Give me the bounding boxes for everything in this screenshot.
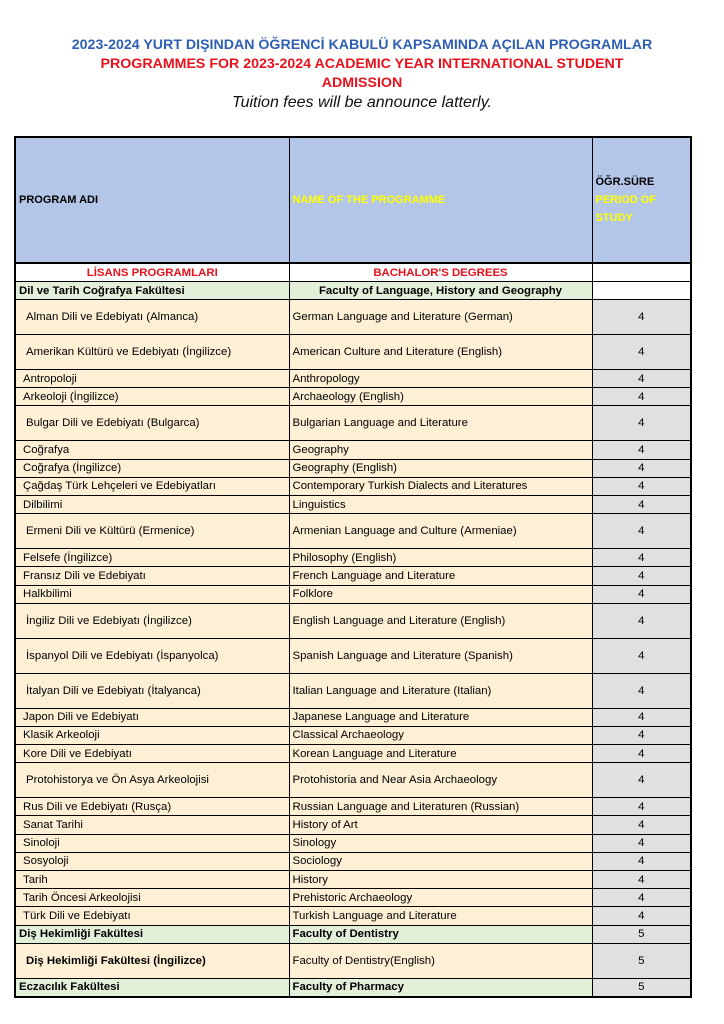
period-of-study: 4: [592, 745, 691, 763]
program-name-en: Linguistics: [289, 495, 592, 513]
program-name-en: German Language and Literature (German): [289, 300, 592, 335]
section-row: [15, 263, 691, 282]
period-of-study: 4: [592, 603, 691, 638]
period-of-study: 4: [592, 834, 691, 852]
period-of-study: 4: [592, 477, 691, 495]
program-name-en: Faculty of Dentistry(English): [289, 943, 592, 978]
program-name-en: Turkish Language and Literature: [289, 907, 592, 925]
program-name-tr: Dil ve Tarih Coğrafya Fakültesi: [15, 282, 289, 300]
program-row: [15, 673, 691, 708]
program-name-tr: Ermeni Dili ve Kültürü (Ermenice): [15, 514, 289, 549]
program-name-tr: Sanat Tarihi: [15, 816, 289, 834]
period-of-study: 4: [592, 441, 691, 459]
period-of-study: 4: [592, 335, 691, 370]
header-period-en: PERIOD OF STUDY: [595, 194, 657, 224]
program-name-en: Japanese Language and Literature: [289, 708, 592, 726]
program-name-tr: Felsefe (İngilizce): [15, 549, 289, 567]
header-period-of-study: [592, 137, 691, 263]
program-name-en: Bulgarian Language and Literature: [289, 406, 592, 441]
section-title-en: BACHALOR'S DEGREES: [289, 263, 592, 282]
program-name-tr: Sinoloji: [15, 834, 289, 852]
faculty-row: [15, 925, 691, 943]
program-name-tr: Amerikan Kültürü ve Edebiyatı (İngilizce): [15, 335, 289, 370]
program-name-tr: Alman Dili ve Edebiyatı (Almanca): [15, 300, 289, 335]
period-of-study: 4: [592, 495, 691, 513]
period-of-study: 4: [592, 907, 691, 925]
program-name-tr: Arkeoloji (İngilizce): [15, 388, 289, 406]
program-name-en: Faculty of Language, History and Geography: [289, 282, 592, 300]
program-name-en: History of Art: [289, 816, 592, 834]
program-name-en: Contemporary Turkish Dialects and Literatures: [289, 477, 592, 495]
program-name-tr: Fransız Dili ve Edebiyatı: [15, 567, 289, 585]
period-of-study: 4: [592, 406, 691, 441]
header-program-adi: PROGRAM ADI: [15, 137, 289, 263]
program-row: [15, 388, 691, 406]
program-row: [15, 943, 691, 978]
program-name-tr: Çağdaş Türk Lehçeleri ve Edebiyatları: [15, 477, 289, 495]
program-name-en: Faculty of Dentistry: [289, 925, 592, 943]
period-of-study: 4: [592, 638, 691, 673]
program-name-tr: Rus Dili ve Edebiyatı (Rusça): [15, 798, 289, 816]
program-name-tr: İtalyan Dili ve Edebiyatı (İtalyanca): [15, 673, 289, 708]
period-of-study: 4: [592, 816, 691, 834]
program-name-en: Prehistoric Archaeology: [289, 889, 592, 907]
period-of-study: 5: [592, 925, 691, 943]
program-name-en: Sociology: [289, 852, 592, 870]
program-name-tr: Coğrafya (İngilizce): [15, 459, 289, 477]
program-row: [15, 603, 691, 638]
period-of-study: 4: [592, 370, 691, 388]
period-of-study: 5: [592, 978, 691, 997]
document-header: [0, 36, 724, 113]
title-english: PROGRAMMES FOR 2023-2024 ACADEMIC YEAR INTERNATIONAL STUDENT ADMISSION: [100, 56, 624, 91]
program-row: [15, 726, 691, 744]
program-row: [15, 335, 691, 370]
program-row: [15, 834, 691, 852]
period-of-study: 4: [592, 567, 691, 585]
period-of-study: 4: [592, 585, 691, 603]
section-empty-cell: [592, 263, 691, 282]
program-name-en: French Language and Literature: [289, 567, 592, 585]
program-name-tr: Coğrafya: [15, 441, 289, 459]
program-name-tr: Bulgar Dili ve Edebiyatı (Bulgarca): [15, 406, 289, 441]
program-name-tr: Diş Hekimliği Fakültesi: [15, 925, 289, 943]
program-row: [15, 567, 691, 585]
program-row: [15, 798, 691, 816]
program-row: [15, 816, 691, 834]
program-name-tr: Diş Hekimliği Fakültesi (İngilizce): [15, 943, 289, 978]
period-of-study: 5: [592, 943, 691, 978]
section-title-tr: LİSANS PROGRAMLARI: [15, 263, 289, 282]
program-name-en: Korean Language and Literature: [289, 745, 592, 763]
program-name-tr: Tarih: [15, 871, 289, 889]
program-name-en: Armenian Language and Culture (Armeniae): [289, 514, 592, 549]
program-name-tr: Türk Dili ve Edebiyatı: [15, 907, 289, 925]
program-name-en: Sinology: [289, 834, 592, 852]
program-row: [15, 852, 691, 870]
period-of-study: 4: [592, 673, 691, 708]
period-of-study: 4: [592, 871, 691, 889]
program-row: [15, 745, 691, 763]
period-of-study: 4: [592, 726, 691, 744]
period-of-study: 4: [592, 549, 691, 567]
program-name-en: Anthropology: [289, 370, 592, 388]
program-name-en: English Language and Literature (English): [289, 603, 592, 638]
program-name-en: Philosophy (English): [289, 549, 592, 567]
program-row: [15, 370, 691, 388]
program-row: [15, 763, 691, 798]
tuition-note: Tuition fees will be announce latterly.: [232, 94, 492, 111]
program-name-tr: Klasik Arkeoloji: [15, 726, 289, 744]
program-row: [15, 300, 691, 335]
program-row: [15, 549, 691, 567]
program-name-tr: Tarih Öncesi Arkeolojisi: [15, 889, 289, 907]
period-of-study: 4: [592, 763, 691, 798]
program-name-tr: Japon Dili ve Edebiyatı: [15, 708, 289, 726]
period-of-study: 4: [592, 708, 691, 726]
program-name-tr: Halkbilimi: [15, 585, 289, 603]
faculty-row: [15, 978, 691, 997]
program-row: [15, 495, 691, 513]
faculty-row: [15, 282, 691, 300]
program-row: [15, 406, 691, 441]
programmes-table: [14, 136, 692, 998]
program-name-en: Spanish Language and Literature (Spanish): [289, 638, 592, 673]
period-of-study: 4: [592, 459, 691, 477]
period-of-study: 4: [592, 889, 691, 907]
program-name-en: American Culture and Literature (English): [289, 335, 592, 370]
period-of-study: 4: [592, 300, 691, 335]
program-name-en: History: [289, 871, 592, 889]
program-name-tr: İngiliz Dili ve Edebiyatı (İngilizce): [15, 603, 289, 638]
program-name-en: Italian Language and Literature (Italian): [289, 673, 592, 708]
program-name-tr: Kore Dili ve Edebiyatı: [15, 745, 289, 763]
program-name-en: Classical Archaeology: [289, 726, 592, 744]
title-turkish: 2023-2024 YURT DIŞINDAN ÖĞRENCİ KABULÜ KAPSAMINDA AÇILAN PROGRAMLAR: [71, 37, 653, 53]
period-of-study: 4: [592, 798, 691, 816]
program-row: [15, 459, 691, 477]
period-of-study: 4: [592, 514, 691, 549]
table-header-row: [15, 137, 691, 263]
header-programme-name: NAME OF THE PROGRAMME: [289, 137, 592, 263]
program-row: [15, 477, 691, 495]
program-name-en: Archaeology (English): [289, 388, 592, 406]
program-name-tr: Protohistorya ve Ön Asya Arkeolojisi: [15, 763, 289, 798]
program-row: [15, 907, 691, 925]
program-name-en: Geography (English): [289, 459, 592, 477]
program-row: [15, 514, 691, 549]
program-row: [15, 585, 691, 603]
program-name-tr: Antropoloji: [15, 370, 289, 388]
program-name-en: Russian Language and Literaturen (Russian): [289, 798, 592, 816]
period-of-study: 4: [592, 388, 691, 406]
program-row: [15, 889, 691, 907]
header-period-tr: ÖĞR.SÜRE: [595, 176, 655, 188]
program-row: [15, 871, 691, 889]
period-of-study: 4: [592, 852, 691, 870]
program-name-en: Protohistoria and Near Asia Archaeology: [289, 763, 592, 798]
program-name-tr: İspanyol Dili ve Edebiyatı (İspanyolca): [15, 638, 289, 673]
program-name-tr: Dilbilimi: [15, 495, 289, 513]
period-of-study: [592, 282, 691, 300]
program-row: [15, 638, 691, 673]
program-name-en: Geography: [289, 441, 592, 459]
program-name-tr: Eczacılık Fakültesi: [15, 978, 289, 997]
program-name-en: Folklore: [289, 585, 592, 603]
program-row: [15, 708, 691, 726]
program-name-tr: Sosyoloji: [15, 852, 289, 870]
program-row: [15, 441, 691, 459]
program-name-en: Faculty of Pharmacy: [289, 978, 592, 997]
